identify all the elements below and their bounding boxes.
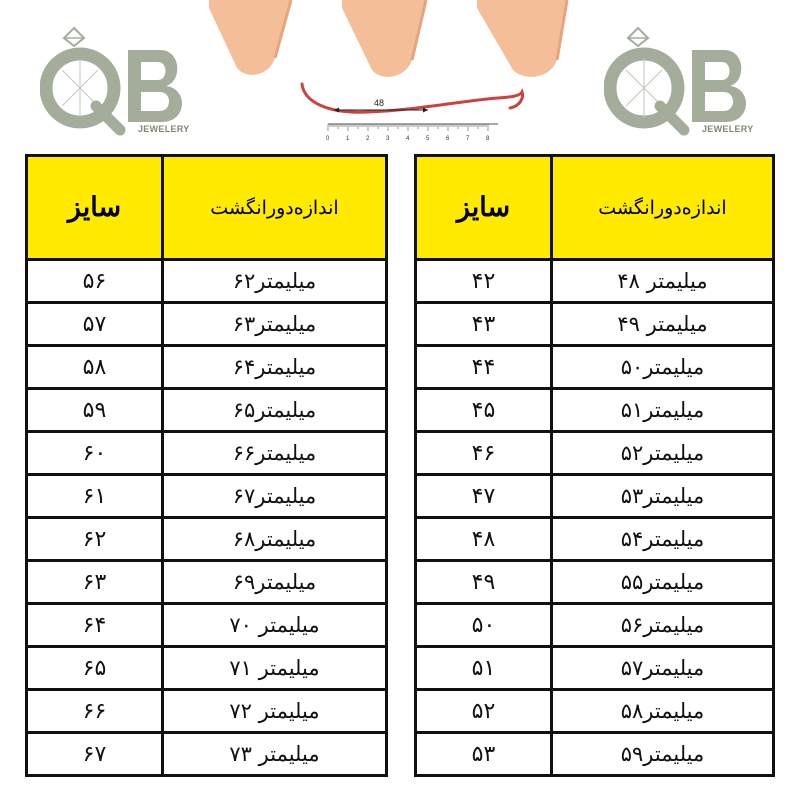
table-row	[416, 475, 774, 518]
size-cell: ۶۵	[27, 647, 163, 690]
table-row	[416, 432, 774, 475]
brand-subtitle: JEWELERY	[138, 124, 190, 134]
ruler-number: 6	[446, 136, 450, 142]
size-cell: ۵۳	[416, 733, 552, 776]
size-cell: ۵۰	[416, 604, 552, 647]
size-cell: ۵۸	[27, 346, 163, 389]
ring-logo-icon	[610, 28, 684, 130]
finger-illustration	[338, 0, 430, 82]
table-row	[27, 389, 387, 432]
size-cell: ۴۸	[416, 518, 552, 561]
finger-illustration	[205, 0, 295, 80]
ruler-number: 4	[406, 136, 410, 142]
measure-cell: ۷۳ میلیمتر	[163, 733, 387, 776]
measure-cell: ۶۹میلیمتر	[163, 561, 387, 604]
measure-cell: ۶۴میلیمتر	[163, 346, 387, 389]
measure-cell: ۴۸ میلیمتر	[552, 260, 774, 303]
table-row	[27, 561, 387, 604]
table-row	[27, 518, 387, 561]
size-cell: ۴۷	[416, 475, 552, 518]
measure-cell: ۵۱میلیمتر	[552, 389, 774, 432]
measure-cell: ۵۶میلیمتر	[552, 604, 774, 647]
brand-subtitle: JEWELERY	[702, 124, 754, 134]
size-table-left	[25, 154, 388, 777]
size-table-right	[414, 154, 775, 777]
ruler-numbers	[326, 136, 490, 142]
measure-cell: ۶۸میلیمتر	[163, 518, 387, 561]
ruler-number: 5	[426, 136, 430, 142]
size-cell: ۴۲	[416, 260, 552, 303]
ruler-ticks	[328, 124, 488, 131]
ruler-number: 2	[366, 136, 370, 142]
table-row	[416, 561, 774, 604]
brand-logo-left	[40, 26, 205, 136]
size-cell: ۶۳	[27, 561, 163, 604]
table-row	[416, 604, 774, 647]
table-header-row	[27, 156, 387, 260]
finger-illustration	[473, 0, 571, 82]
size-cell: ۴۳	[416, 303, 552, 346]
measure-cell: ۵۸میلیمتر	[552, 690, 774, 733]
brand-logo-right	[604, 26, 769, 136]
table-row	[416, 733, 774, 776]
table-row	[27, 346, 387, 389]
ring-logo-icon	[46, 28, 120, 130]
measure-cell: ۷۱ میلیمتر	[163, 647, 387, 690]
measure-cell: ۶۳میلیمتر	[163, 303, 387, 346]
ruler-number: 0	[326, 136, 330, 142]
size-cell: ۵۶	[27, 260, 163, 303]
measure-cell: ۷۲ میلیمتر	[163, 690, 387, 733]
table-row	[416, 346, 774, 389]
table-row	[27, 303, 387, 346]
header-graphics	[0, 0, 800, 152]
table-row	[27, 690, 387, 733]
brand-initial-b	[692, 50, 746, 122]
size-cell: ۶۲	[27, 518, 163, 561]
size-cell: ۵۷	[27, 303, 163, 346]
size-cell: ۴۶	[416, 432, 552, 475]
measure-cell: ۵۰میلیمتر	[552, 346, 774, 389]
table-row	[27, 604, 387, 647]
measure-cell: ۶۷میلیمتر	[163, 475, 387, 518]
table-row	[416, 303, 774, 346]
size-cell: ۶۴	[27, 604, 163, 647]
size-cell: ۵۱	[416, 647, 552, 690]
size-cell: ۶۱	[27, 475, 163, 518]
measure-cell: ۵۵میلیمتر	[552, 561, 774, 604]
size-cell: ۴۹	[416, 561, 552, 604]
ruler-measure-label: 48	[374, 98, 385, 108]
table-row	[27, 733, 387, 776]
table-row	[27, 647, 387, 690]
ruler-number: 8	[486, 136, 490, 142]
brand-initial-b	[128, 50, 182, 122]
header-size: سایز	[27, 156, 163, 260]
size-cell: ۶۰	[27, 432, 163, 475]
measure-cell: ۵۷میلیمتر	[552, 647, 774, 690]
size-cell: ۶۷	[27, 733, 163, 776]
measure-cell: ۶۵میلیمتر	[163, 389, 387, 432]
measure-cell: ۴۹ میلیمتر	[552, 303, 774, 346]
size-cell: ۶۶	[27, 690, 163, 733]
ruler-number: 3	[386, 136, 390, 142]
measure-cell: ۵۳میلیمتر	[552, 475, 774, 518]
table-row	[416, 389, 774, 432]
table-row	[416, 518, 774, 561]
header-measure: اندازه‌دورانگشت	[552, 156, 774, 260]
ruler-number: 7	[466, 136, 470, 142]
table-row	[416, 647, 774, 690]
ruler-icon	[298, 80, 530, 146]
size-cell: ۵۹	[27, 389, 163, 432]
table-row	[416, 260, 774, 303]
size-cell: ۴۵	[416, 389, 552, 432]
table-row	[416, 690, 774, 733]
measure-cell: ۵۴میلیمتر	[552, 518, 774, 561]
measure-cell: ۶۲میلیمتر	[163, 260, 387, 303]
size-cell: ۵۲	[416, 690, 552, 733]
table-header-row	[416, 156, 774, 260]
header-measure: اندازه‌دورانگشت	[163, 156, 387, 260]
size-cell: ۴۴	[416, 346, 552, 389]
measure-cell: ۷۰ میلیمتر	[163, 604, 387, 647]
table-row	[27, 432, 387, 475]
table-row	[27, 260, 387, 303]
ruler-number: 1	[346, 136, 350, 142]
measure-cell: ۶۶میلیمتر	[163, 432, 387, 475]
table-row	[27, 475, 387, 518]
measure-cell: ۵۹میلیمتر	[552, 733, 774, 776]
measure-cell: ۵۲میلیمتر	[552, 432, 774, 475]
header-size: سایز	[416, 156, 552, 260]
